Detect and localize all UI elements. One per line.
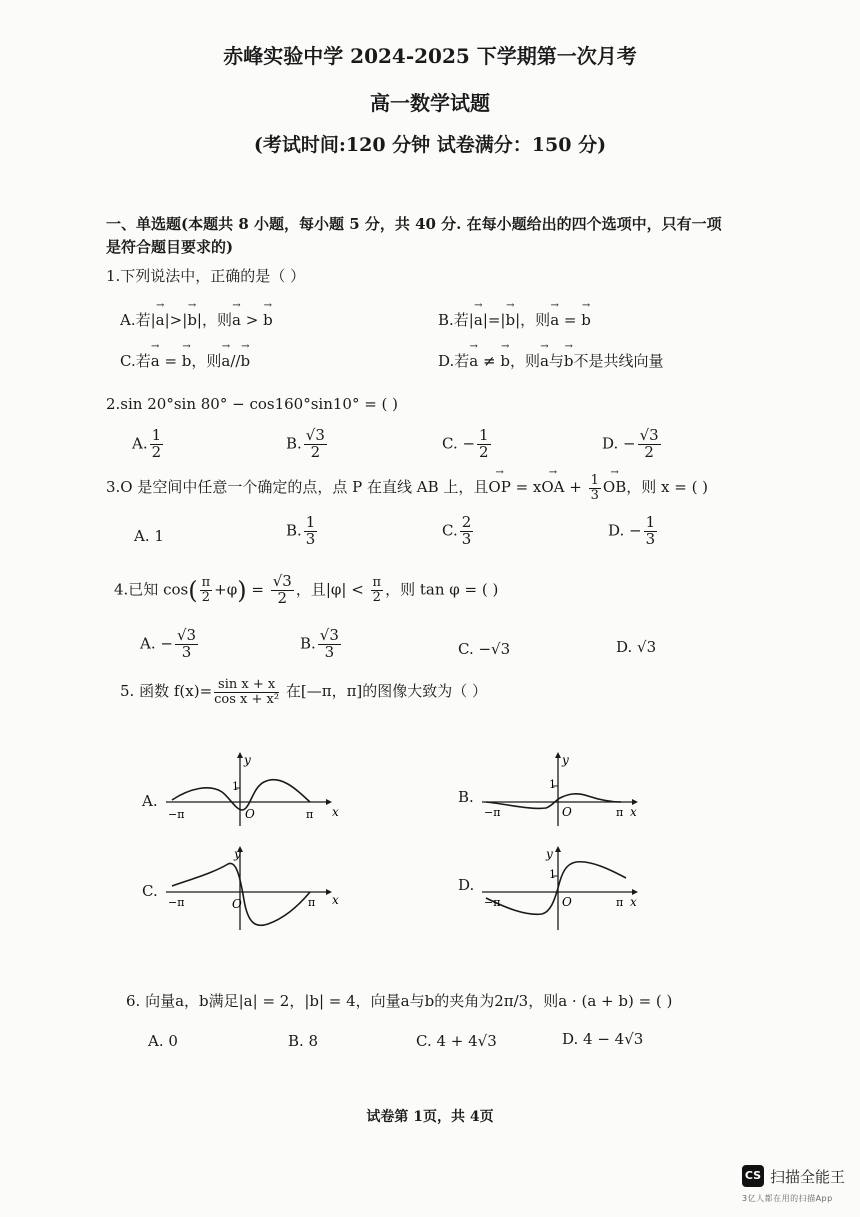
axis-x-label: x <box>332 893 339 907</box>
axis-x-label: x <box>630 895 637 909</box>
camscanner-tagline: 3亿人都在用的扫描App <box>742 1194 833 1203</box>
q2-stem: 2.sin 20°sin 80° − cos160°sin10° = ( ) <box>106 395 399 413</box>
q1-option-c: C.若→ a = → b，则→ a//→ b <box>120 350 250 371</box>
q5-option-a: A. <box>142 792 158 810</box>
q2-option-b: B. $\frac{√3}{2}$ <box>286 426 325 461</box>
q6-option-a: A. 0 <box>148 1032 178 1050</box>
tick-neg-pi-label: −π <box>168 808 185 821</box>
axis-x-label: x <box>630 805 637 819</box>
axis-x-label: x <box>332 805 339 819</box>
q5-graph-a <box>160 748 340 828</box>
q5-option-b: B. <box>458 788 474 806</box>
tick-neg-pi-label: −π <box>484 896 501 909</box>
q5-graph-b <box>476 748 646 828</box>
tick-neg-pi-label: −π <box>168 896 185 909</box>
q4-option-b: B. $\frac{√3}{3}$ <box>300 626 339 661</box>
axis-y-label: y <box>234 847 241 861</box>
q3-stem: 3.O 是空间中任意一个确定的点，点 P 在直线 AB 上，且→ OP = x→ OA + $\frac{1}{3}$ → OB，则 x = ( ) <box>106 474 708 502</box>
q3-option-c: C. $\frac{2}{3}$ <box>442 513 472 548</box>
origin-label: O <box>232 897 242 911</box>
q1-option-d: D.若→ a ≠ → b，则→ a与→ b不是共线向量 <box>438 350 664 371</box>
axis-y-label: y <box>546 847 553 861</box>
q4-stem: 4.已知 cos( $\frac{\pi}{2}$ +φ) = $\frac{√3}{2}$ ，且|φ| < $\frac{\pi}{2}$ ，则 tan φ = ( ) <box>114 572 499 607</box>
tick-pi-label: π <box>308 896 316 909</box>
origin-label: O <box>562 805 572 819</box>
q6-option-c: C. 4 + 4√3 <box>416 1032 497 1050</box>
q3-option-b: B. $\frac{1}{3}$ <box>286 513 316 548</box>
q1-stem: 1.下列说法中，正确的是（ ） <box>106 267 306 285</box>
tick-pi-label: π <box>616 896 624 909</box>
tick-neg-pi-label: −π <box>484 806 501 819</box>
section-heading-line2: 是符合题目要求的) <box>106 238 234 256</box>
axis-y-label: y <box>244 753 251 767</box>
q2-option-c: C. − $\frac{1}{2}$ <box>442 426 489 461</box>
exam-school-title: 赤峰实验中学 2024-2025 下学期第一次月考 <box>223 44 637 68</box>
exam-subject-title: 高一数学试题 <box>370 91 490 115</box>
camscanner-logo: CS <box>742 1165 764 1187</box>
q4-option-a: A. − $\frac{√3}{3}$ <box>140 626 197 661</box>
axis-y-label: y <box>562 753 569 767</box>
q3-option-a: A. 1 <box>134 527 164 545</box>
q4-option-d: D. √3 <box>616 638 657 656</box>
tick-one-label: 1 <box>549 868 556 881</box>
q4-option-c: C. −√3 <box>458 640 511 658</box>
tick-one-label: 1 <box>549 778 556 791</box>
camscanner-name: 扫描全能王 <box>770 1168 846 1186</box>
tick-pi-label: π <box>306 808 314 821</box>
q2-option-d: D. − $\frac{√3}{2}$ <box>602 426 659 461</box>
tick-one-label: 1 <box>232 780 239 793</box>
q5-graph-d <box>476 842 646 934</box>
q2-option-a: A. $\frac{1}{2}$ <box>132 426 162 461</box>
tick-pi-label: π <box>616 806 624 819</box>
q5-option-c: C. <box>142 882 158 900</box>
q6-option-d: D. 4 − 4√3 <box>562 1030 644 1048</box>
q1-option-b: B.若|→ a|=|→ b|，则→ a = → b <box>438 309 591 330</box>
q5-graph-c <box>160 842 340 934</box>
origin-label: O <box>245 807 255 821</box>
page-footer: 试卷第 1页，共 4页 <box>366 1109 494 1125</box>
section-heading-line1: 一、单选题(本题共 8 小题，每小题 5 分，共 40 分. 在每小题给出的四个选项中，只有一项 <box>106 215 722 233</box>
q6-stem: 6. 向量a，b满足|a| = 2，|b| = 4，向量a与b的夹角为2π/3，则a · (a + b) = ( ) <box>126 992 673 1010</box>
exam-info: (考试时间:120 分钟 试卷满分：150 分) <box>253 134 607 156</box>
origin-label: O <box>562 895 572 909</box>
q5-option-d: D. <box>458 876 475 894</box>
q5-stem: 5. 函数 f(x)= $\frac{\text{sin x + x}}{\text{cos x + x²}}$ 在[—π，π]的图像大致为（ ） <box>120 677 488 707</box>
q1-option-a: A.若|→ a|>|→ b|，则→ a > → b <box>120 309 273 330</box>
q3-option-d: D. − $\frac{1}{3}$ <box>608 513 656 548</box>
q6-option-b: B. 8 <box>288 1032 319 1050</box>
